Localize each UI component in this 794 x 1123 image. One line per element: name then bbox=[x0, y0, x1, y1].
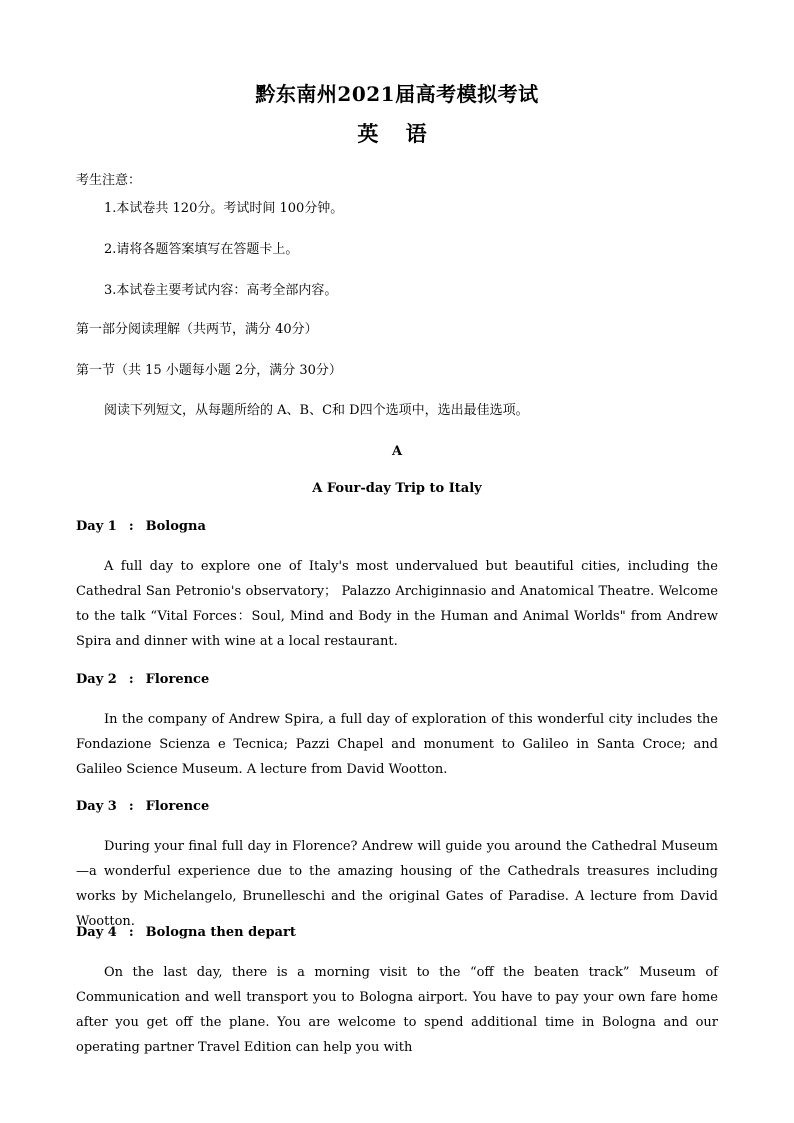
day-place: Florence bbox=[145, 799, 210, 814]
passage-title: A Four-day Trip to Italy bbox=[312, 481, 482, 496]
day-separator: : bbox=[128, 672, 134, 687]
section1-heading: 第一节（共 15 小题每小题 2分，满分 30分） bbox=[76, 363, 342, 378]
day-separator: : bbox=[128, 519, 134, 534]
part1-heading: 第一部分阅读理解（共两节，满分 40分） bbox=[76, 322, 318, 337]
day-label: Day 2 bbox=[76, 672, 117, 687]
day1-heading bbox=[76, 519, 206, 534]
day3-paragraph: During your final full day in Florence? Andrew will guide you around the Cathedral Museum—a wonderful experience due to the amazing housing of the Cathedrals treasures including works by Michelangelo, Brunelleschi and the original Gates of Paradise. A lecture from David Wootton. bbox=[76, 839, 718, 929]
day-label: Day 3 bbox=[76, 799, 117, 814]
day2-heading bbox=[76, 672, 209, 687]
day-label: Day 4 bbox=[76, 925, 117, 940]
day3-heading bbox=[76, 799, 209, 814]
day4-paragraph: On the last day, there is a morning visit to the “off the beaten track” Museum of Communication and well transport you to Bologna airport. You have to pay your own fare home after you get off the plane. You are welcome to spend additional time in Bologna and our operating partner Travel Edition can help you with bbox=[76, 965, 718, 1055]
notice-heading: 考生注意： bbox=[76, 173, 142, 188]
notice-item-2: 2.请将各题答案填写在答题卡上。 bbox=[104, 242, 299, 257]
day-separator: : bbox=[128, 925, 134, 940]
day-place: Bologna then depart bbox=[145, 925, 296, 940]
exam-title: 黔东南州2021届高考模拟考试 bbox=[255, 82, 539, 106]
notice-item-1: 1.本试卷共 120分。考试时间 100分钟。 bbox=[104, 201, 344, 216]
day-label: Day 1 bbox=[76, 519, 117, 534]
day4-heading bbox=[76, 925, 296, 940]
day2-paragraph: In the company of Andrew Spira, a full day of exploration of this wonderful city includes the Fondazione Scienza e Tecnica; Pazzi Chapel and monument to Galileo in Santa Croce; and Galileo Science Museum. A lecture from David Wootton. bbox=[76, 712, 718, 777]
passage-label: A bbox=[391, 444, 403, 459]
subject-title: 英 语 bbox=[357, 121, 437, 146]
day-separator: : bbox=[128, 799, 134, 814]
day-place: Bologna bbox=[145, 519, 206, 534]
notice-item-3: 3.本试卷主要考试内容：高考全部内容。 bbox=[104, 283, 338, 298]
section1-instruction: 阅读下列短文，从每题所给的 A、B、C和 D四个选项中，选出最佳选项。 bbox=[104, 403, 529, 418]
day1-paragraph: A full day to explore one of Italy's most undervalued but beautiful cities, including the Cathedral San Petronio's observatory； Palazzo Archiginnasio and Anatomical Theatre. Welcome to the talk “Vital Forces：Soul, Mind and Body in the Human and Animal Worlds" from Andrew Spira and dinner with wine at a local restaurant. bbox=[76, 559, 718, 649]
day-place: Florence bbox=[145, 672, 210, 687]
